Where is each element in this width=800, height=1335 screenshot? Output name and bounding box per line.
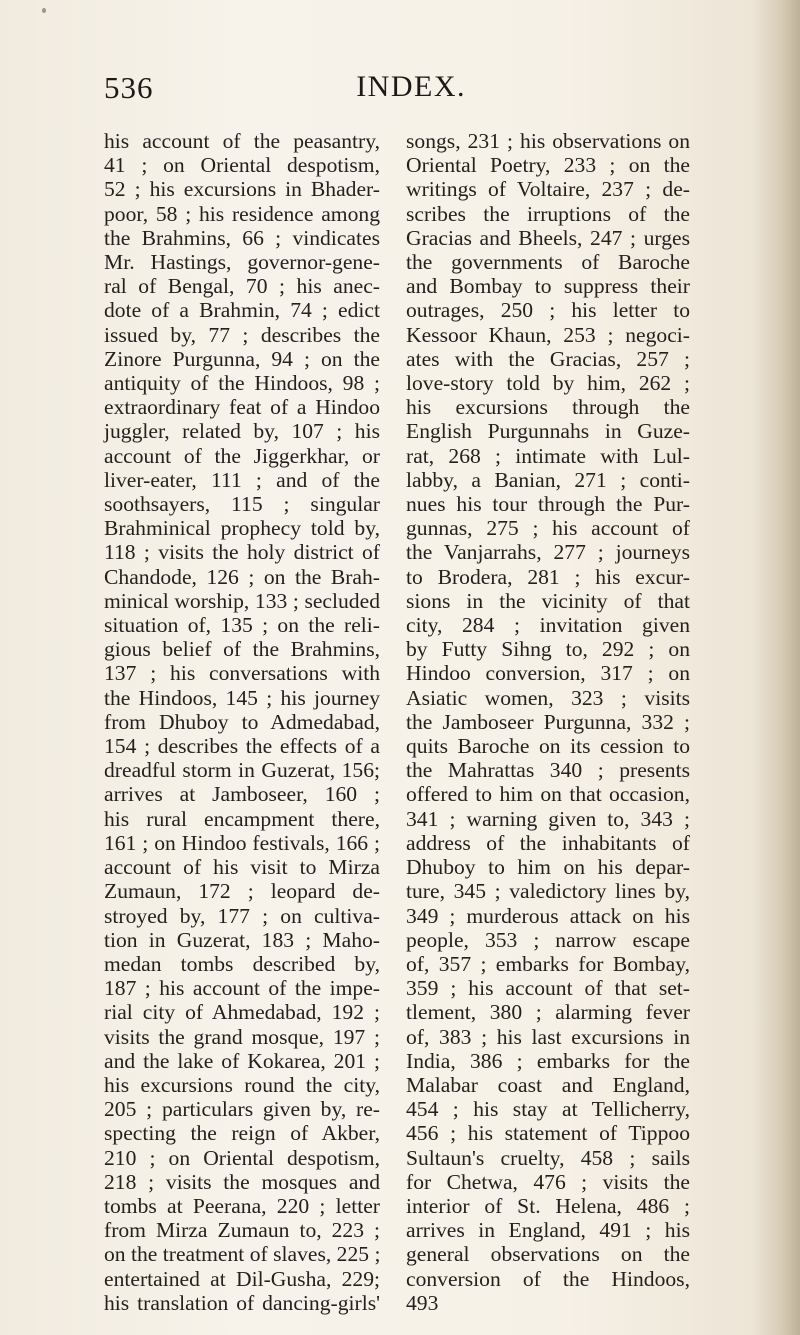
index-line: outrages, 250 ; his letter to	[406, 298, 690, 323]
index-line: Gracias and Bheels, 247 ; urges	[406, 225, 690, 250]
index-line: 349 ; murderous attack on his	[406, 903, 690, 928]
index-line: Sultaun's cruelty, 458 ; sails	[406, 1145, 690, 1170]
index-line: his excursions round the city,	[104, 1072, 380, 1097]
index-line: Malabar coast and England,	[406, 1072, 690, 1097]
page-gutter-shadow	[754, 0, 800, 1335]
index-line: from Dhuboy to Admedabad,	[104, 709, 380, 734]
index-line: issued by, 77 ; describes the	[104, 322, 380, 347]
index-line: people, 353 ; narrow escape	[406, 927, 690, 952]
index-line: on the treatment of slaves, 225 ;	[104, 1242, 381, 1267]
index-line: to Brodera, 281 ; his excur-	[406, 564, 690, 589]
index-line: the Hindoos, 145 ; his journey	[104, 685, 380, 710]
index-line: 210 ; on Oriental despotism,	[104, 1145, 380, 1170]
index-line: the governments of Baroche	[406, 250, 690, 275]
index-line: 359 ; his account of that set-	[406, 976, 690, 1001]
index-line: quits Baroche on its cession to	[406, 734, 690, 759]
index-column-left	[104, 129, 380, 1315]
index-line: conversion of the Hindoos,	[406, 1266, 690, 1291]
index-line: Zumaun, 172 ; leopard de-	[104, 879, 380, 904]
index-line: the Mahrattas 340 ; presents	[406, 758, 690, 783]
index-line: rial city of Ahmedabad, 192 ;	[104, 1000, 380, 1025]
index-line: arrives at Jamboseer, 160 ;	[104, 782, 380, 807]
index-line: medan tombs described by,	[104, 951, 380, 976]
index-line: minical worship, 133 ; secluded	[104, 588, 380, 613]
index-line: gious belief of the Brahmins,	[104, 637, 380, 662]
index-line: offered to him on that occasion,	[406, 782, 690, 807]
index-line: nues his tour through the Pur-	[406, 492, 690, 517]
index-line: his excursions through the	[406, 395, 690, 420]
index-line: 218 ; visits the mosques and	[104, 1169, 380, 1194]
index-line: 205 ; particulars given by, re-	[104, 1097, 380, 1122]
index-line: 52 ; his excursions in Bhader-	[104, 177, 380, 202]
index-line: Zinore Purgunna, 94 ; on the	[104, 346, 380, 371]
index-line: English Purgunnahs in Guze-	[406, 419, 690, 444]
index-line: interior of St. Helena, 486 ;	[406, 1193, 690, 1218]
index-line: Asiatic women, 323 ; visits	[406, 685, 690, 710]
index-line: Mr. Hastings, governor-gene-	[104, 250, 380, 275]
index-line: 493	[406, 1290, 439, 1315]
index-line: the Vanjarrahs, 277 ; journeys	[406, 540, 690, 565]
index-line: Hindoo conversion, 317 ; on	[406, 661, 690, 686]
index-line: rat, 268 ; intimate with Lul-	[406, 443, 690, 468]
index-line: the Brahmins, 66 ; vindicates	[104, 225, 380, 250]
index-line: juggler, related by, 107 ; his	[104, 419, 380, 444]
index-line: 154 ; describes the effects of a	[104, 734, 380, 759]
index-line: liver-eater, 111 ; and of the	[104, 467, 380, 492]
running-header	[104, 70, 466, 110]
index-line: Kessoor Khaun, 253 ; negoci-	[406, 322, 690, 347]
index-line: 137 ; his conversations with	[104, 661, 380, 686]
index-line: labby, a Banian, 271 ; conti-	[406, 467, 690, 492]
index-line: Oriental Poetry, 233 ; on the	[406, 153, 690, 178]
index-line: visits the grand mosque, 197 ;	[104, 1024, 380, 1049]
index-line: India, 386 ; embarks for the	[406, 1048, 690, 1073]
index-line: tlement, 380 ; alarming fever	[406, 1000, 690, 1025]
index-line: city, 284 ; invitation given	[406, 613, 690, 638]
index-line: and the lake of Kokarea, 201 ;	[104, 1048, 380, 1073]
index-line: poor, 58 ; his residence among	[104, 201, 380, 226]
index-line: stroyed by, 177 ; on cultiva-	[104, 903, 380, 928]
index-line: Brahminical prophecy told by,	[104, 516, 380, 541]
index-line: by Futty Sihng to, 292 ; on	[406, 637, 690, 662]
index-line: dote of a Brahmin, 74 ; edict	[104, 298, 380, 323]
index-line: 456 ; his statement of Tippoo	[406, 1121, 690, 1146]
index-line: Chandode, 126 ; on the Brah-	[104, 564, 380, 589]
index-line: address of the inhabitants of	[406, 830, 690, 855]
index-line: of, 383 ; his last excursions in	[406, 1024, 690, 1049]
index-line: situation of, 135 ; on the reli-	[104, 613, 380, 638]
index-line: of, 357 ; embarks for Bombay,	[406, 951, 690, 976]
index-line: sions in the vicinity of that	[406, 588, 690, 613]
index-line: his account of the peasantry,	[104, 129, 380, 153]
index-line: extraordinary feat of a Hindoo	[104, 395, 380, 420]
index-line: his rural encampment there,	[104, 806, 380, 831]
index-line: account of his visit to Mirza	[104, 855, 380, 880]
index-line: and Bombay to suppress their	[406, 274, 690, 299]
index-line: tion in Guzerat, 183 ; Maho-	[104, 927, 380, 952]
index-line: 454 ; his stay at Tellicherry,	[406, 1097, 690, 1122]
index-line: 341 ; warning given to, 343 ;	[406, 806, 690, 831]
index-line: account of the Jiggerkhar, or	[104, 443, 380, 468]
index-line: Dhuboy to him on his depar-	[406, 855, 690, 880]
index-line: ture, 345 ; valedictory lines by,	[406, 879, 690, 904]
index-line: tombs at Peerana, 220 ; letter	[104, 1193, 380, 1218]
ink-speck	[42, 8, 46, 13]
index-line: specting the reign of Akber,	[104, 1121, 380, 1146]
index-line: songs, 231 ; his observations on	[406, 129, 690, 153]
index-line: antiquity of the Hindoos, 98 ;	[104, 371, 380, 396]
index-line: arrives in England, 491 ; his	[406, 1218, 690, 1243]
index-line: entertained at Dil-Gusha, 229;	[104, 1266, 380, 1291]
index-line: writings of Voltaire, 237 ; de-	[406, 177, 690, 202]
index-line: ral of Bengal, 70 ; his anec-	[104, 274, 380, 299]
page-title: INDEX.	[356, 70, 466, 103]
index-line: ates with the Gracias, 257 ;	[406, 346, 690, 371]
index-column-right	[406, 129, 690, 1315]
index-line: scribes the irruptions of the	[406, 201, 690, 226]
page-number: 536	[104, 70, 154, 105]
index-line: the Jamboseer Purgunna, 332 ;	[406, 709, 690, 734]
index-line: general observations on the	[406, 1242, 690, 1267]
index-line: love-story told by him, 262 ;	[406, 371, 690, 396]
index-line: dreadful storm in Guzerat, 156;	[104, 758, 380, 783]
index-line: his translation of dancing-girls'	[104, 1290, 380, 1315]
index-line: 187 ; his account of the impe-	[104, 976, 380, 1001]
index-line: from Mirza Zumaun to, 223 ;	[104, 1218, 380, 1243]
index-line: soothsayers, 115 ; singular	[104, 492, 380, 517]
index-line: 161 ; on Hindoo festivals, 166 ;	[104, 830, 380, 855]
index-line: 118 ; visits the holy district of	[104, 540, 380, 565]
index-line: gunnas, 275 ; his account of	[406, 516, 690, 541]
index-line: 41 ; on Oriental despotism,	[104, 153, 380, 178]
index-line: for Chetwa, 476 ; visits the	[406, 1169, 690, 1194]
